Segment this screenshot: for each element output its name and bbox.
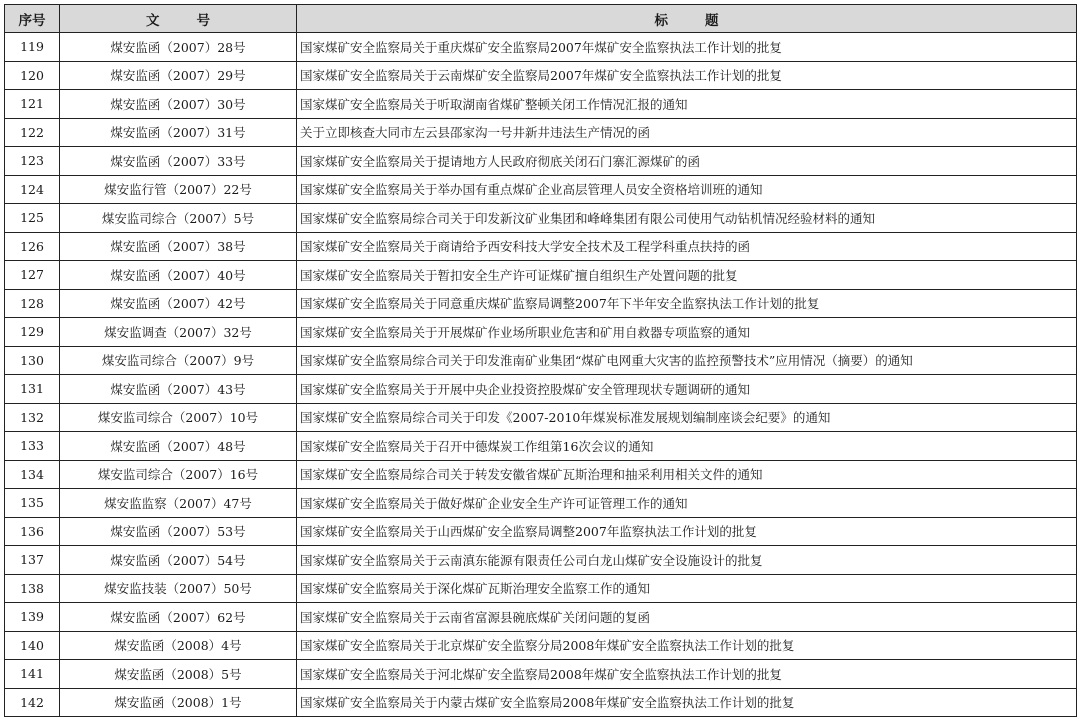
title-cell: 国家煤矿安全监察局综合司关于印发淮南矿业集团“煤矿电网重大灾害的监控预警技术”应用情况（摘要）的通知 <box>297 346 1077 375</box>
doc-number-cell: 煤安监函（2008）4号 <box>60 631 297 660</box>
table-row <box>5 175 1077 204</box>
seq-cell: 128 <box>5 289 60 318</box>
header-title: 标 题 <box>297 5 1077 33</box>
title-cell: 国家煤矿安全监察局关于开展煤矿作业场所职业危害和矿用自救器专项监察的通知 <box>297 318 1077 347</box>
seq-cell: 131 <box>5 375 60 404</box>
seq-cell: 126 <box>5 232 60 261</box>
seq-cell: 141 <box>5 660 60 689</box>
title-cell: 国家煤矿安全监察局关于同意重庆煤矿监察局调整2007年下半年安全监察执法工作计划的批复 <box>297 289 1077 318</box>
seq-cell: 138 <box>5 574 60 603</box>
table-row <box>5 90 1077 119</box>
seq-cell: 127 <box>5 261 60 290</box>
seq-cell: 134 <box>5 460 60 489</box>
table-row <box>5 574 1077 603</box>
doc-number-cell: 煤安监函（2007）29号 <box>60 61 297 90</box>
document-table <box>4 4 1077 717</box>
table-row <box>5 346 1077 375</box>
title-cell: 国家煤矿安全监察局关于山西煤矿安全监察局调整2007年监察执法工作计划的批复 <box>297 517 1077 546</box>
header-doc-number: 文 号 <box>60 5 297 33</box>
table-row <box>5 33 1077 62</box>
table-row <box>5 147 1077 176</box>
table-row <box>5 546 1077 575</box>
doc-number-cell: 煤安监函（2007）28号 <box>60 33 297 62</box>
doc-number-cell: 煤安监函（2007）40号 <box>60 261 297 290</box>
seq-cell: 133 <box>5 432 60 461</box>
seq-cell: 125 <box>5 204 60 233</box>
table-row <box>5 204 1077 233</box>
doc-number-cell: 煤安监函（2007）48号 <box>60 432 297 461</box>
title-cell: 国家煤矿安全监察局关于深化煤矿瓦斯治理安全监察工作的通知 <box>297 574 1077 603</box>
doc-number-cell: 煤安监函（2007）42号 <box>60 289 297 318</box>
table-row <box>5 489 1077 518</box>
doc-number-cell: 煤安监函（2008）5号 <box>60 660 297 689</box>
seq-cell: 130 <box>5 346 60 375</box>
table-row <box>5 318 1077 347</box>
doc-number-cell: 煤安监监察（2007）47号 <box>60 489 297 518</box>
title-cell: 国家煤矿安全监察局关于暂扣安全生产许可证煤矿擅自组织生产处置问题的批复 <box>297 261 1077 290</box>
table-row <box>5 289 1077 318</box>
seq-cell: 132 <box>5 403 60 432</box>
seq-cell: 122 <box>5 118 60 147</box>
seq-cell: 135 <box>5 489 60 518</box>
table-row <box>5 261 1077 290</box>
seq-cell: 124 <box>5 175 60 204</box>
seq-cell: 119 <box>5 33 60 62</box>
doc-number-cell: 煤安监函（2007）31号 <box>60 118 297 147</box>
doc-number-cell: 煤安监调查（2007）32号 <box>60 318 297 347</box>
title-cell: 国家煤矿安全监察局关于云南煤矿安全监察局2007年煤矿安全监察执法工作计划的批复 <box>297 61 1077 90</box>
doc-number-cell: 煤安监函（2007）53号 <box>60 517 297 546</box>
table-row <box>5 460 1077 489</box>
header-seq: 序号 <box>5 5 60 33</box>
seq-cell: 136 <box>5 517 60 546</box>
title-cell: 国家煤矿安全监察局关于河北煤矿安全监察局2008年煤矿安全监察执法工作计划的批复 <box>297 660 1077 689</box>
table-row <box>5 631 1077 660</box>
title-cell: 国家煤矿安全监察局关于开展中央企业投资控股煤矿安全管理现状专题调研的通知 <box>297 375 1077 404</box>
table-header <box>5 5 1077 33</box>
title-cell: 国家煤矿安全监察局关于提请地方人民政府彻底关闭石门寨汇源煤矿的函 <box>297 147 1077 176</box>
doc-number-cell: 煤安监技装（2007）50号 <box>60 574 297 603</box>
table-row <box>5 375 1077 404</box>
table-row <box>5 517 1077 546</box>
table-row <box>5 61 1077 90</box>
header-row <box>5 5 1077 33</box>
table-body <box>5 33 1077 717</box>
title-cell: 国家煤矿安全监察局综合司关于印发新汶矿业集团和峰峰集团有限公司使用气动钻机情况经验材料的通知 <box>297 204 1077 233</box>
seq-cell: 129 <box>5 318 60 347</box>
title-cell: 国家煤矿安全监察局关于云南省富源县碗底煤矿关闭问题的复函 <box>297 603 1077 632</box>
title-cell: 国家煤矿安全监察局关于商请给予西安科技大学安全技术及工程学科重点扶持的函 <box>297 232 1077 261</box>
title-cell: 国家煤矿安全监察局综合司关于印发《2007-2010年煤炭标准发展规划编制座谈会纪要》的通知 <box>297 403 1077 432</box>
title-cell: 关于立即核查大同市左云县邵家沟一号井新井违法生产情况的函 <box>297 118 1077 147</box>
title-cell: 国家煤矿安全监察局关于召开中德煤炭工作组第16次会议的通知 <box>297 432 1077 461</box>
title-cell: 国家煤矿安全监察局关于举办国有重点煤矿企业高层管理人员安全资格培训班的通知 <box>297 175 1077 204</box>
table-row <box>5 118 1077 147</box>
table-row <box>5 432 1077 461</box>
title-cell: 国家煤矿安全监察局关于重庆煤矿安全监察局2007年煤矿安全监察执法工作计划的批复 <box>297 33 1077 62</box>
seq-cell: 139 <box>5 603 60 632</box>
seq-cell: 142 <box>5 688 60 717</box>
table-row <box>5 403 1077 432</box>
table-row <box>5 688 1077 717</box>
table-row <box>5 603 1077 632</box>
title-cell: 国家煤矿安全监察局关于听取湖南省煤矿整顿关闭工作情况汇报的通知 <box>297 90 1077 119</box>
title-cell: 国家煤矿安全监察局关于云南滇东能源有限责任公司白龙山煤矿安全设施设计的批复 <box>297 546 1077 575</box>
seq-cell: 123 <box>5 147 60 176</box>
doc-number-cell: 煤安监函（2007）33号 <box>60 147 297 176</box>
seq-cell: 137 <box>5 546 60 575</box>
seq-cell: 121 <box>5 90 60 119</box>
table-row <box>5 232 1077 261</box>
doc-number-cell: 煤安监司综合（2007）9号 <box>60 346 297 375</box>
doc-number-cell: 煤安监函（2007）30号 <box>60 90 297 119</box>
title-cell: 国家煤矿安全监察局关于内蒙古煤矿安全监察局2008年煤矿安全监察执法工作计划的批复 <box>297 688 1077 717</box>
doc-number-cell: 煤安监司综合（2007）5号 <box>60 204 297 233</box>
doc-number-cell: 煤安监函（2007）38号 <box>60 232 297 261</box>
title-cell: 国家煤矿安全监察局综合司关于转发安徽省煤矿瓦斯治理和抽采利用相关文件的通知 <box>297 460 1077 489</box>
title-cell: 国家煤矿安全监察局关于北京煤矿安全监察分局2008年煤矿安全监察执法工作计划的批复 <box>297 631 1077 660</box>
seq-cell: 140 <box>5 631 60 660</box>
doc-number-cell: 煤安监司综合（2007）10号 <box>60 403 297 432</box>
doc-number-cell: 煤安监函（2007）43号 <box>60 375 297 404</box>
doc-number-cell: 煤安监函（2007）62号 <box>60 603 297 632</box>
doc-number-cell: 煤安监司综合（2007）16号 <box>60 460 297 489</box>
title-cell: 国家煤矿安全监察局关于做好煤矿企业安全生产许可证管理工作的通知 <box>297 489 1077 518</box>
doc-number-cell: 煤安监行管（2007）22号 <box>60 175 297 204</box>
doc-number-cell: 煤安监函（2007）54号 <box>60 546 297 575</box>
table-row <box>5 660 1077 689</box>
seq-cell: 120 <box>5 61 60 90</box>
doc-number-cell: 煤安监函（2008）1号 <box>60 688 297 717</box>
